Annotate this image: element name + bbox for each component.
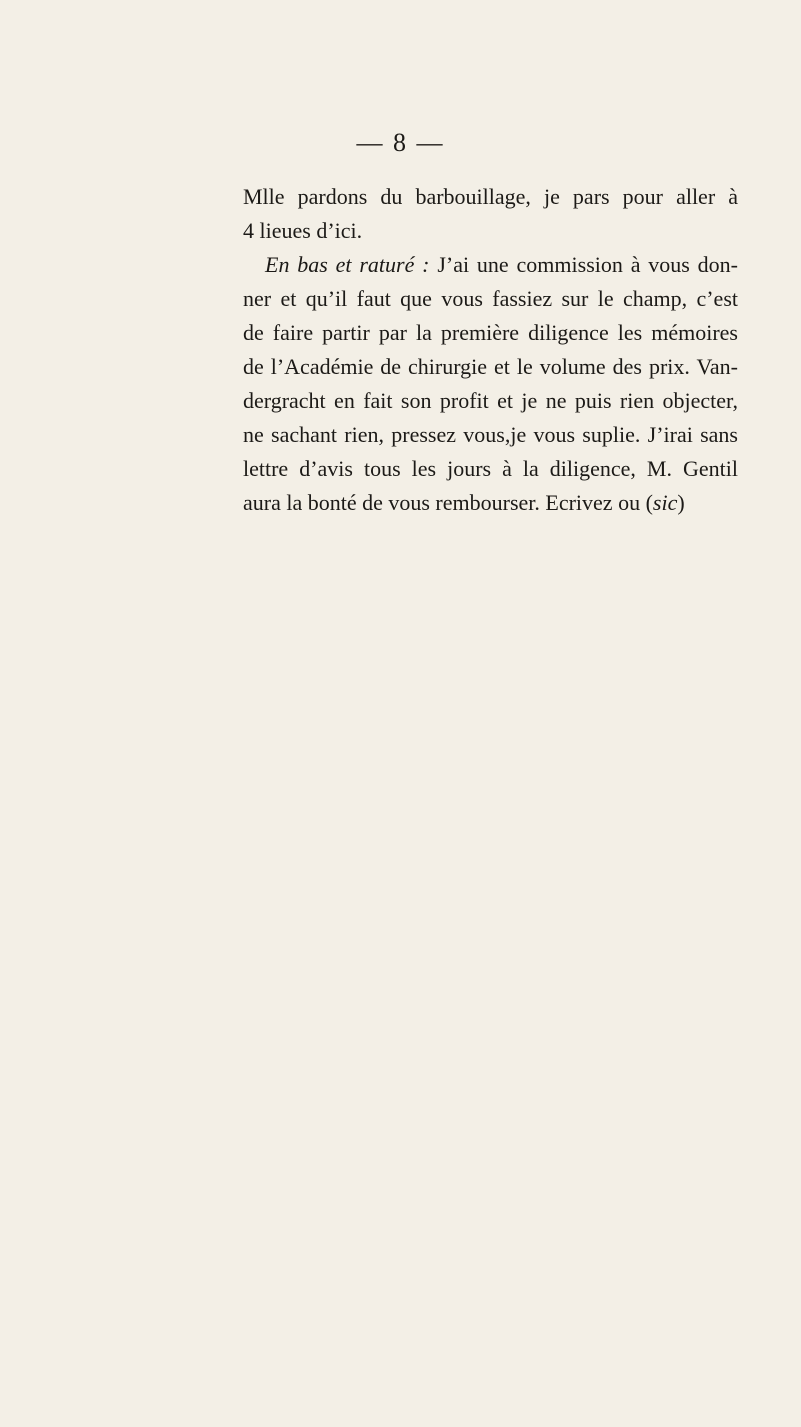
italic-note: En bas et raturé : (265, 252, 430, 277)
sic-note: sic (652, 490, 678, 515)
text-run: aura la bonté de vous rembourser. Ecrivez ou (243, 490, 646, 515)
text-line: ne sachant rien, pressez vous,je vous suplie. J’irai sans (243, 422, 738, 447)
text-line: 4 lieues d’ici. (243, 218, 363, 243)
page-number: — 8 — (356, 128, 445, 157)
paragraph-1 (243, 180, 738, 248)
text-run: J’ai une commission à vous don- (429, 252, 738, 277)
text-line: aura la bonté de vous rembourser. Ecrivez ou (sic) (243, 490, 685, 515)
text-line (243, 248, 738, 282)
text-line: de faire partir par la première diligence les mémoires (243, 320, 738, 345)
paragraph-2 (243, 248, 738, 520)
text-line: dergracht en fait son profit et je ne puis rien objecter, (243, 388, 738, 413)
text-line: Mlle pardons du barbouillage, je pars pour aller à (243, 184, 738, 209)
text-line: lettre d’avis tous les jours à la diligence, M. Gentil (243, 456, 738, 481)
text-line: ner et qu’il faut que vous fassiez sur le champ, c’est (243, 286, 738, 311)
text-line: de l’Académie de chirurgie et le volume des prix. Van- (243, 354, 738, 379)
